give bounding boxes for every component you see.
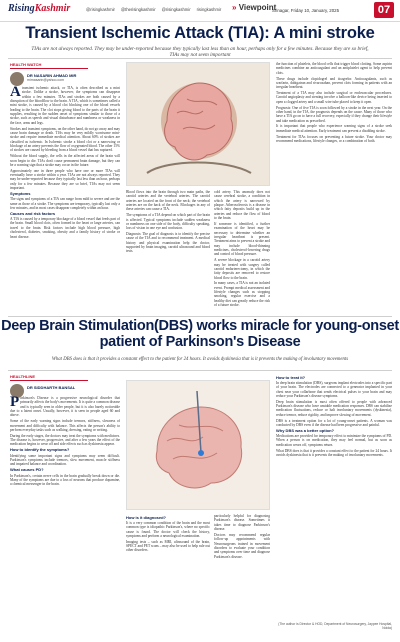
paragraph: It is a very common condition of the brain and the most common type is idiopathic Parkinson's, where no specific cause is found. The doctor will check the history, symptoms and perform a neurological examination. bbox=[126, 520, 210, 538]
tia-byline bbox=[10, 62, 88, 86]
brand-main: Rising bbox=[8, 3, 35, 14]
paragraph: Without the blood supply, the cells in the affected areas of the brain will soon begin to die. TIAs don't cause permanent brain damage, but they can be a warning sign that a stroke may occur in the future. bbox=[10, 154, 120, 167]
social-handles bbox=[86, 7, 221, 12]
paragraph: A severe blockage in a carotid artery may be treated with surgery called carotid endarterectomy, in which the fatty deposits are removed to restore blood flow to the brain. bbox=[214, 258, 270, 280]
paragraph: DBS is a treatment option for a lot of young-onset patients. A woman was conducted by DBS even if the disease had been progressive and painful. bbox=[276, 418, 392, 427]
subheading: How to treat it? bbox=[276, 374, 306, 380]
paragraph: Approximately one in three people who have one or more TIAs will eventually have a stroke within a year. TIAs are not always reported. They may be under-reported because they typically last less than an hour, perhaps only for a few minutes. Because they are so brief, TIAs may not seem important. bbox=[10, 168, 120, 191]
paragraph: Blood flows into the brain through two main paths, the carotid arteries and the vertebral arteries. The carotid arteries are located on the front of the neck; the vertebral arteries are on the back of the neck. Blockages in any of these arteries can cause a TIA. bbox=[126, 190, 210, 212]
tia-headline: Transient Ischemic Attack (TIA): A mini stroke bbox=[25, 24, 375, 42]
tia-standfirst: TIAs are not always reported. They may be under-reported because they typically last less than an hour, perhaps only for a few minutes. Because they are so brief, TIAs may not seem important bbox=[31, 46, 369, 58]
dbs-column-1 bbox=[10, 396, 120, 638]
handle-facebook[interactable]: @therisingkashmir bbox=[120, 7, 156, 12]
drop-cap: A bbox=[10, 86, 21, 100]
paragraph: Diagnosis: The goal of diagnosis is to identify the precise cause of the TIA and to recommend treatment. A medical history and physical examination help the doctor, supported by brain imaging, carotid ultrasound and blood tests. bbox=[126, 232, 210, 254]
brand-logo[interactable] bbox=[8, 3, 70, 14]
dbs-byline bbox=[10, 374, 88, 398]
paragraph: What DBS does is that it provides a constant effect to the patient for 24 hours. It avoids dyskinesia that is it prevents the making of involuntary movements. bbox=[276, 448, 392, 457]
tia-column-2 bbox=[126, 190, 210, 314]
subheading: Causes and risk factors bbox=[10, 210, 56, 216]
brain-image bbox=[127, 63, 270, 186]
author-name: DR SIDDHARTH BANSAL bbox=[27, 385, 76, 390]
author-avatar bbox=[10, 72, 24, 86]
paragraph: In many cases, a TIA is not an isolated event. Prompt medical assessment and lifestyle changes such as stopping smoking, regular exercise and a healthy diet can greatly reduce the risk of a future stroke. bbox=[214, 281, 270, 308]
subheading: What causes PD? bbox=[10, 467, 44, 473]
paragraph: During the early stages, the doctors may treat the symptoms with medicines. The disease is, however, progressive, and after a few years the effect of the medication begins to wear off and side effects such as dyskinesia appear. bbox=[10, 433, 120, 447]
paragraph: The symptoms of a TIA depend on which part of the brain is affected. Typical symptoms include sudden weakness or numbness on one side of the body, difficulty speaking, loss of vision in one eye and confusion. bbox=[126, 213, 210, 231]
paragraph: Deep brain stimulation is most often offered to people with advanced Parkinson's disease who have unstable medication responses. DBS can stabilize medication fluctuations, reduce or halt involuntary movements (dyskinesia), reduce tremor, reduce rigidity, and improve slowing of movement. bbox=[276, 399, 392, 417]
brain-image bbox=[127, 381, 270, 510]
paragraph: Some of the early warning signs include tremors, stiffness, slowness of movement and difficulty with balance. This affects the person's ability to perform everyday tasks such as walking, dressing, eating or writing. bbox=[10, 419, 120, 432]
tia-brain-illustration bbox=[126, 62, 270, 186]
paragraph: These drugs include clopidogrel and ticagrelor. Anticoagulants, such as warfarin, dabigatran and rivaroxaban, prevent clots forming in patients with an irregular heartbeat. bbox=[276, 76, 392, 90]
paragraph: In deep brain stimulation (DBS), surgeons implant electrodes into a specific part of your brain. The electrodes are connected to a generator implanted in your chest near your collarbone that sends electrical pulses to your brain and may reduce your Parkinson's disease symptoms. bbox=[276, 380, 392, 398]
tia-column-3 bbox=[214, 190, 270, 314]
subheading: Why DBS was a better option? bbox=[276, 427, 335, 433]
paragraph: If someone is identified, a further examination of the heart may be necessary to determine whether an irregular heartbeat is present. Treatment aims to prevent a stroke and may include blood-thinning medicines, cholesterol-lowering drugs and control of blood pressure. bbox=[214, 221, 270, 257]
tia-column-4 bbox=[276, 62, 392, 314]
dbs-standfirst: What DBS does is that it provides a constant effect to the patient for 24 hours. It avoids dyskinesia that is it prevents the making of involuntary movements bbox=[51, 357, 349, 362]
divider bbox=[8, 370, 392, 371]
drop-cap: P bbox=[10, 396, 20, 410]
paragraph: the function of platelets, the blood cells that trigger blood clotting. Some aspirin medicines combine an anticoagulant and an antiplatelet agent to help prevent clots. bbox=[276, 62, 392, 75]
subheading: How is it diagnosed? bbox=[126, 514, 167, 520]
paragraph: Doctors may recommend regular follow-up appointments with Neurosurgeons trained in movement disorders to evaluate your condition and symptoms over time and diagnose Parkinson's disease. bbox=[214, 532, 270, 559]
partner-arrow-icon: » bbox=[232, 3, 237, 12]
subheading: Symptoms bbox=[10, 190, 31, 196]
paragraph: Treatment for TIAs focuses on preventing a future stroke. Your doctor may recommend medications, lifestyle changes, or a combination of both. bbox=[276, 134, 392, 143]
paragraph: particularly helpful for diagnosing Parkinson's disease. Sometimes it takes time to diagnose Parkinson's disease. bbox=[214, 514, 270, 532]
divider bbox=[8, 58, 392, 59]
paragraph: Prognosis: One of five TIA is soon followed by a stroke in the next year. On the other hand, in the TIA, the prognosis depends on the cause. Many of those who have a TIA go on to have a full recovery, especially if they change their lifestyle and take medication as prescribed. bbox=[276, 105, 392, 123]
paragraph: Treatment of a TIA may also include surgical or endovascular procedures. Carotid angioplasty and stenting involve a balloon-like device being inserted to open a clogged artery and a small wire tube placed to keep it open. bbox=[276, 91, 392, 104]
author-email[interactable]: mirnasarin@yahoo.com bbox=[27, 78, 65, 82]
page-number: 07 bbox=[374, 2, 394, 18]
handle-twitter[interactable]: @risingkashmir bbox=[86, 7, 115, 12]
tia-column-1 bbox=[10, 86, 120, 314]
section-divider bbox=[8, 316, 392, 317]
paragraph: A TIA is caused by a temporary blockage of a blood vessel that feeds part of the brain. Small blood clots, often formed in the heart or large arteries, can travel to the brain. Risk factors include high blood pressure, high cholesterol, diabetes, smoking, obesity and a family history of stroke or heart disease. bbox=[10, 217, 120, 239]
subheading: How to identify the symptoms? bbox=[10, 447, 70, 453]
author-note: (The author is Director & HOD, Department of Neurosurgery, Jaypee Hospital, Noida) bbox=[278, 622, 392, 630]
column-tag: HEALTH WATCH bbox=[10, 62, 88, 69]
paragraph: Imaging tests – such as MRI, ultrasound of the brain, SPECT and PET scans – may also be used to help rule out other disorders. bbox=[126, 539, 210, 553]
handle-youtube[interactable]: risingkashmir bbox=[196, 7, 222, 12]
handle-instagram[interactable]: @risingkashmir bbox=[161, 7, 191, 12]
paragraph: Identifying some important signs and symptoms may seem difficult. Parkinson's symptoms include tremors, slow movement, muscle stiffness and impaired balance and coordination. bbox=[10, 453, 120, 467]
column-tag: HEALTHLINE bbox=[10, 374, 88, 381]
dbs-column-4 bbox=[276, 374, 392, 618]
masthead bbox=[0, 0, 400, 22]
paragraph: Medications are provided for temporary effect to minimize the symptoms of PD. When a person is on medication, they may feel normal, but as soon as medication wears off, symptoms return. bbox=[276, 434, 392, 447]
dbs-headline: Deep Brain Stimulation(DBS) works miracle for young-onset patient of Parkinson's Disease bbox=[1, 318, 399, 350]
paragraph: In Parkinson's, certain nerve cells in the brain gradually break down or die. Many of the symptoms are due to a loss of neurons that produce dopamine, a chemical messenger in the brain. bbox=[10, 473, 120, 487]
dbs-column-3 bbox=[214, 514, 270, 618]
paragraph: It is important that people who experience warning signs of a stroke seek immediate medical attention. Early treatment can prevent a disabling stroke. bbox=[276, 124, 392, 133]
paragraph: The signs and symptoms of a TIA can range from mild to severe and are the same as those of a stroke. The symptoms are temporary, typically last only a few minutes, and in most cases disappear completely within an hour. bbox=[10, 197, 120, 210]
dateline: Srinagar, Friday 10, January, 2025 bbox=[272, 8, 340, 13]
paragraph: cold artery. This anomaly does not cause cerebral stroke, a condition in which the artery is narrowed by plaque. Atherosclerosis is a disease in which fatty deposits build up in the arteries and reduce the flow of blood to the brain. bbox=[214, 190, 270, 221]
author-name: DR NASARIN AHMAD MIR bbox=[27, 73, 77, 78]
paragraph: transient ischemic attack, or TIA, is often described as a mini stroke. Unlike a stroke, however, the symptoms can disappear within a few minutes. TIAs and strokes are both caused by a disruption of the bloodflow to the brain. A TIA, which is sometimes called a mini stroke, is caused by a blood clot blocking one of the blood vessels leading to the brain. The clot stops giving blood to the parts of the brain it supplies, resulting in the sudden onset of symptoms similar to those of a stroke, such as speech and visual disturbance and numbness or weakness in the face, arms and legs. bbox=[10, 86, 120, 125]
partner-logo bbox=[232, 3, 276, 12]
dbs-column-2 bbox=[126, 514, 210, 618]
partner-name: Viewpoint bbox=[238, 3, 277, 12]
brand-accent: Kashmir bbox=[34, 3, 71, 14]
dbs-brain-illustration bbox=[126, 380, 270, 510]
paragraph: Strokes and transient symptoms, on the other hand, do not go away and may cause brain damage or death. TIAs may be very mildly worrisome mini-stroke and require immediate medical attention. About 60% of strokes are classified as ischemic. In Ischemic stroke a blood clot or a narrowing or blockage of an artery prevents the flow of oxygenated blood. The other 15% of strokes are caused by bleeding from a blood vessel that has ruptured. bbox=[10, 126, 120, 153]
paragraph: arkinson's Disease is a progressive neurological disorder that primarily affects the body's movements. It is quite a common disease and is typically seen in older people, but it is also barely noticeable due to a latent onset. Usually, however, it is seen in people aged 60 and above. bbox=[10, 396, 120, 418]
